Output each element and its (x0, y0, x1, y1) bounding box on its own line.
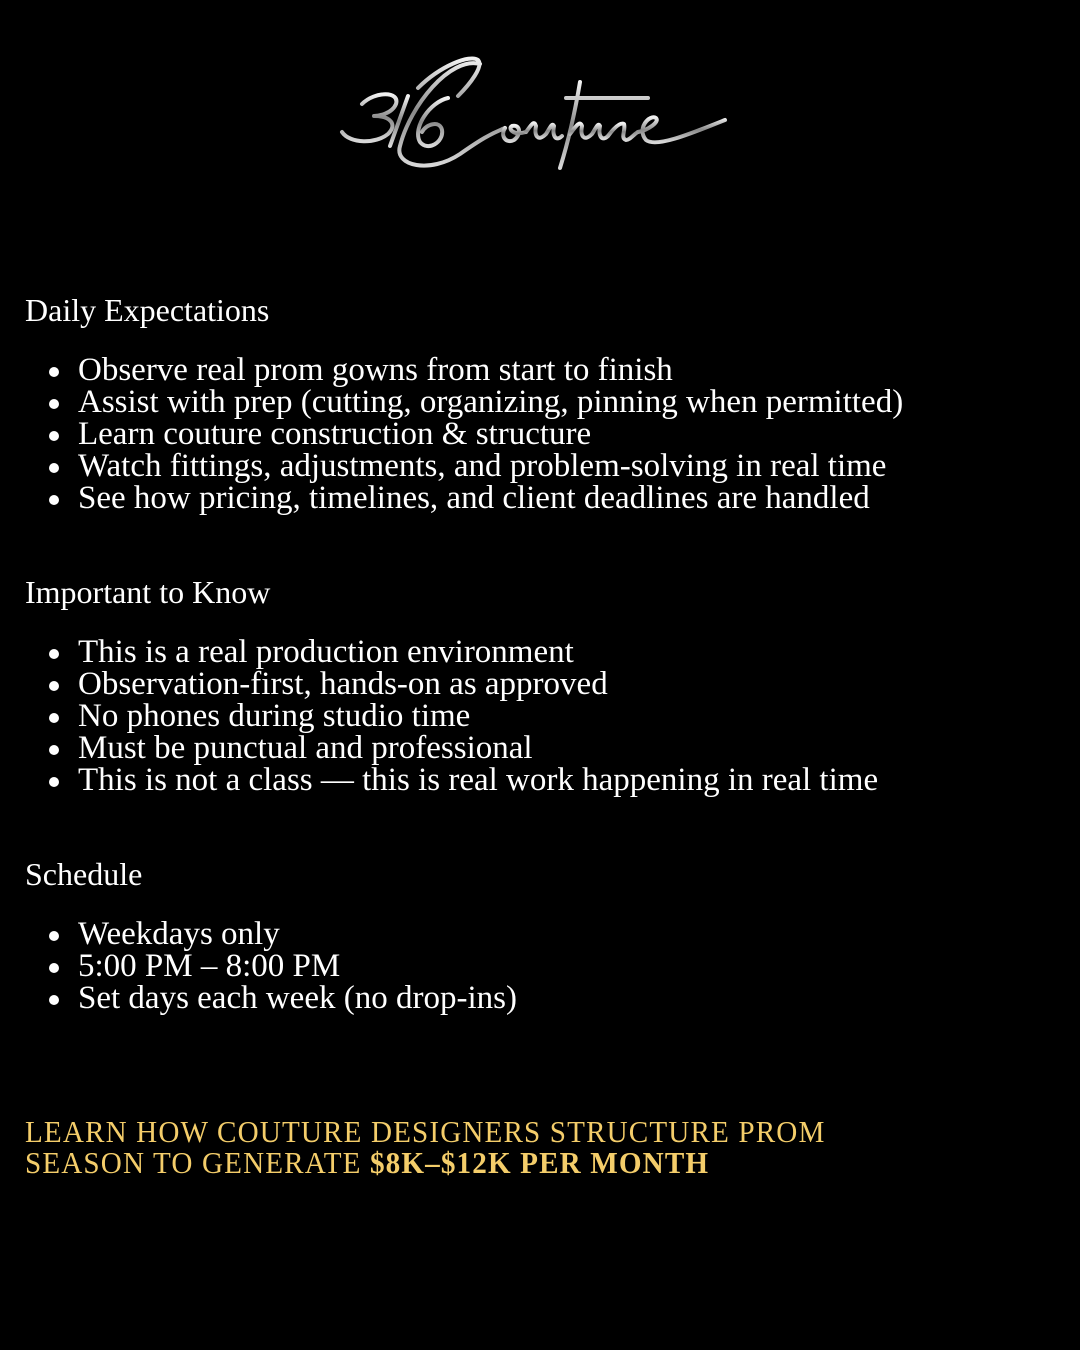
bullet-list (25, 918, 1065, 1014)
cta-line-1: LEARN HOW COUTURE DESIGNERS STRUCTURE PROM (25, 1114, 826, 1149)
list-item: See how pricing, timelines, and client deadlines are handled (78, 482, 1065, 514)
list-item: Watch fittings, adjustments, and problem-solving in real time (78, 450, 1065, 482)
logo-script-icon (330, 36, 750, 186)
section-title: Daily Expectations (25, 292, 270, 328)
cta-headline (25, 1116, 1003, 1178)
list-item: No phones during studio time (78, 700, 1065, 732)
list-item: Must be punctual and professional (78, 732, 1065, 764)
list-item: Learn couture construction & structure (78, 418, 1065, 450)
cta-line-2 (25, 1147, 1003, 1178)
list-item: Observation-first, hands-on as approved (78, 668, 1065, 700)
brand-logo (330, 36, 750, 186)
bullet-list (25, 354, 1065, 514)
section-daily-expectations (25, 290, 1065, 514)
list-item: Weekdays only (78, 918, 1065, 950)
bullet-list (25, 636, 1065, 796)
list-item: Set days each week (no drop-ins) (78, 982, 1065, 1014)
cta-line-2-prefix: SEASON TO GENERATE (25, 1145, 370, 1180)
section-schedule (25, 854, 1065, 1014)
cta-income-range: $8K–$12K PER MONTH (369, 1145, 710, 1180)
list-item: Observe real prom gowns from start to finish (78, 354, 1065, 386)
section-important-to-know (25, 572, 1065, 796)
section-title: Important to Know (25, 574, 271, 610)
main-content (25, 290, 1065, 1014)
section-title: Schedule (25, 856, 143, 892)
list-item: 5:00 PM – 8:00 PM (78, 950, 1065, 982)
list-item: This is not a class — this is real work happening in real time (78, 764, 1065, 796)
list-item: Assist with prep (cutting, organizing, pinning when permitted) (78, 386, 1065, 418)
list-item: This is a real production environment (78, 636, 1065, 668)
